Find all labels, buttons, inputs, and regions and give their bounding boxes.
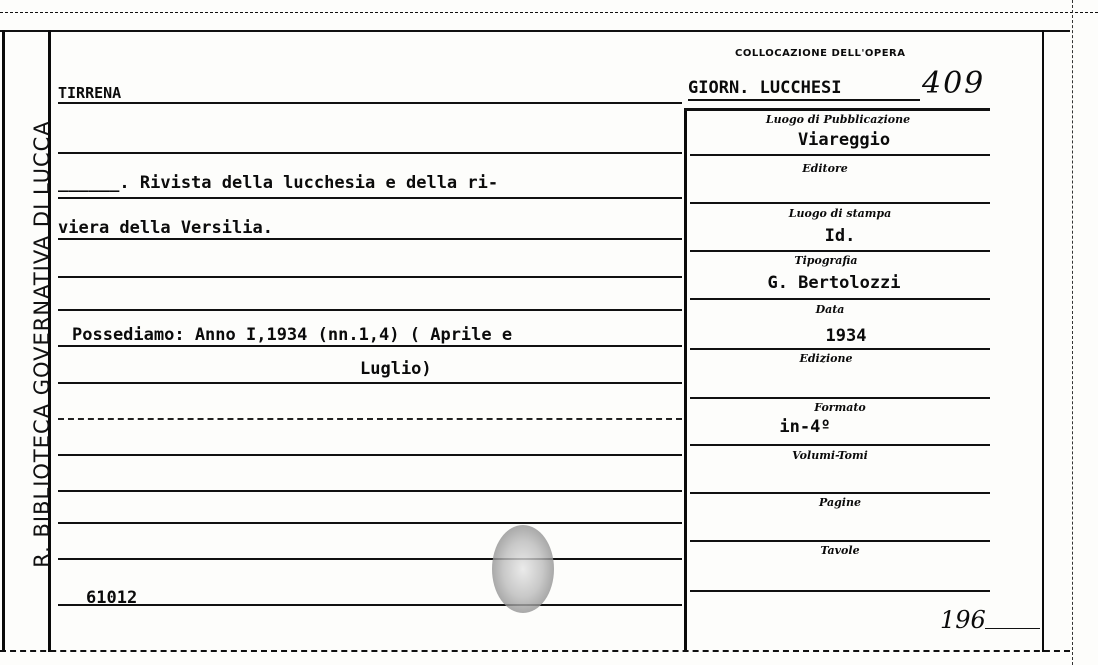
shelfmark-underline [688,99,920,101]
ruled-line [58,382,682,384]
luogo-stampa-label: Luogo di stampa [788,207,892,220]
ruled-line [58,454,682,456]
card-id: 61012 [86,588,138,608]
formato-label: Formato [814,401,866,414]
handwritten-number: 196 [940,606,986,634]
holdings-line-1: Possediamo: Anno I,1934 (nn.1,4) ( Aprile e [72,325,513,345]
top-edge-line [0,12,1098,13]
panel-top-line [684,108,990,111]
left-border-line [2,30,5,652]
ruled-line [58,102,682,104]
panel-left-line [684,108,687,650]
ruled-line [58,152,682,154]
holdings-line-2: Luglio) [360,359,432,379]
right-border-line [1042,30,1044,652]
panel-rule [690,250,990,252]
panel-rule [690,492,990,494]
edizione-label: Edizione [799,352,853,365]
tavole-label: Tavole [820,544,860,557]
ruled-line [58,238,682,240]
bottom-border-line [0,650,1070,652]
panel-rule [690,444,990,446]
panel-rule [690,298,990,300]
description-line-1: ______. Rivista della lucchesia e della ri- [58,173,499,193]
luogo-stampa-value: Id. [824,226,856,246]
luogo-pubblicazione-value: Viareggio [797,130,891,150]
title-text: TIRRENA [58,84,122,102]
ruled-line [58,522,682,524]
data-value: 1934 [825,326,867,346]
tipografia-label: Tipografia [794,254,858,267]
pagine-label: Pagine [819,496,861,509]
ruled-line [58,418,682,420]
panel-rule [690,590,990,592]
formato-value: in-4º [779,417,831,437]
shelf-number: 409 [922,66,986,101]
handwritten-stroke [985,628,1040,629]
ruled-line [58,558,682,560]
top-border-line [0,30,1070,32]
panel-rule [690,202,990,204]
collocazione-header: COLLOCAZIONE DELL'OPERA [735,48,906,59]
panel-rule [690,154,990,156]
panel-rule [690,397,990,399]
right-edge-line [1072,0,1073,665]
ruled-line [58,197,682,199]
stamp-mark [492,525,554,613]
panel-rule [690,348,990,350]
description-line-2: viera della Versilia. [58,218,273,238]
volumi-tomi-label: Volumi-Tomi [792,449,868,462]
luogo-pubblicazione-label: Luogo di Pubblicazione [765,113,911,126]
ruled-line [58,345,682,347]
panel-rule [690,540,990,542]
tipografia-value: G. Bertolozzi [767,273,901,293]
data-label: Data [815,303,845,316]
ruled-line [58,309,682,311]
ruled-line [58,604,682,606]
library-name: R. BIBLIOTECA GOVERNATIVA DI LUCCA [30,120,54,568]
editore-label: Editore [802,162,848,175]
ruled-line [58,276,682,278]
ruled-line [58,490,682,492]
shelfmark: GIORN. LUCCHESI [688,78,842,98]
